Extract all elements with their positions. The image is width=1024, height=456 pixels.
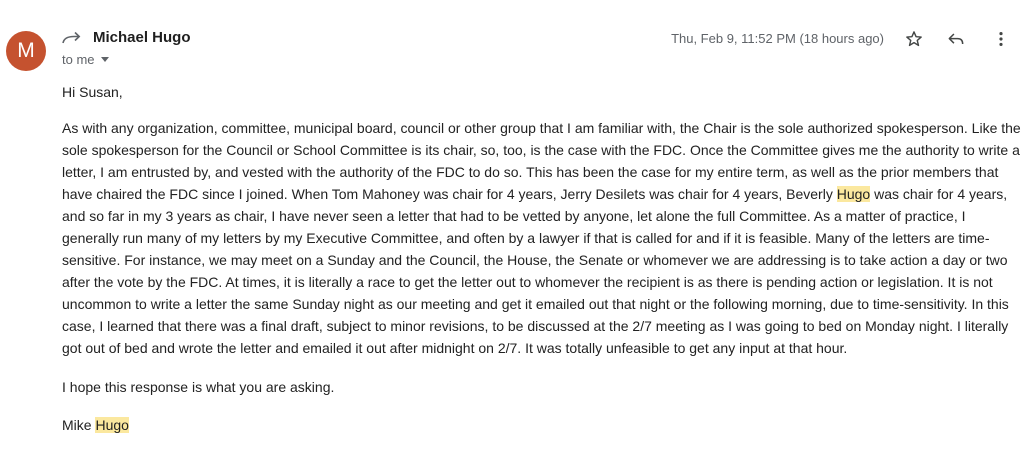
paragraph-text-2: was chair for 4 years, and so far in my 3 years as chair, I have never seen a letter that had to be vetted by anyone, let alone the full Committee. As a matter of practice, I generally run many of my letters by my Executive Committee, and often by a lawyer if that is called for and if it is feasible. Many of the letters are time-sensitive. For instance, we may meet on a Sunday and the Council, the House, the Senate or whomever we are addressing is to take action a day or two after the vote by the FDC. At times, it is literally a race to get the letter out to whomever the recipient is as there is pending action or legislation. It is not uncommon to write a letter the same Sunday night as our meeting and get it emailed out that night or the following morning, due to time-sensitivity. In this case, I learned that there was a final draft, subject to minor revisions, to be discussed at the 2/7 meeting as I was going to bed on Monday night. I literally got out of bed and wrote the letter and emailed it out after midnight on 2/7. It was totally unfeasible to get any input at that hour. <box>62 186 1009 356</box>
star-icon <box>904 29 924 49</box>
more-vert-icon <box>991 29 1011 49</box>
search-highlight: Hugo <box>95 417 129 433</box>
recipient-details-toggle[interactable] <box>62 52 109 67</box>
reply-icon <box>946 29 966 49</box>
greeting: Hi Susan, <box>62 84 123 100</box>
chevron-down-icon <box>101 57 109 62</box>
signature-first-name: Mike <box>62 417 96 433</box>
message-timestamp: Thu, Feb 9, 11:52 PM (18 hours ago) <box>671 31 884 46</box>
search-highlight: Hugo <box>836 186 871 202</box>
more-options-button[interactable] <box>990 28 1012 50</box>
sender-name[interactable]: Michael Hugo <box>93 29 191 46</box>
reply-button[interactable] <box>945 28 967 50</box>
message-paragraph <box>62 117 1022 359</box>
message-body <box>62 81 1022 436</box>
signature <box>62 414 1022 436</box>
forward-arrow-icon <box>62 31 82 45</box>
closing-line: I hope this response is what you are asking. <box>62 379 335 395</box>
message-header <box>62 28 1024 72</box>
paragraph-text-1: As with any organization, committee, municipal board, council or other group that I am familiar with, the Chair is the sole authorized spokesperson. Like the sole spokesperson for the Council or School Committee is its chair, so, too, is the case with the FDC. Once the Committee gives me the authority to write a letter, I am entrusted by, and vested with the authority of the FDC to do so. This has been the case for my entire term, as well as the prior members that have chaired the FDC since I joined. When Tom Mahoney was chair for 4 years, Jerry Desilets was chair for 4 years, Beverly <box>62 120 1021 202</box>
star-button[interactable] <box>903 28 925 50</box>
recipient-label: to me <box>62 52 95 67</box>
sender-avatar[interactable]: M <box>6 31 46 71</box>
